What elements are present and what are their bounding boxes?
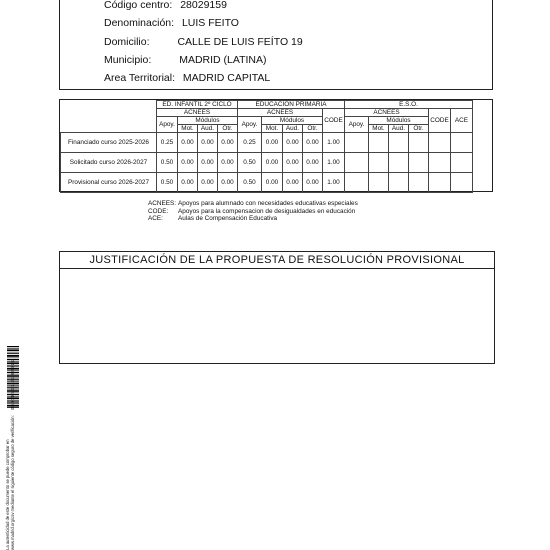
aud-header-infantil: Aud. — [198, 125, 218, 133]
table-cell: 0.00 — [283, 133, 303, 153]
support-resources-table — [60, 100, 473, 193]
table-cell — [345, 133, 369, 153]
table-cell: 1.00 — [323, 153, 345, 173]
table-cell: 0.50 — [157, 153, 178, 173]
table-cell: 0.00 — [178, 153, 198, 173]
modulos-header-primaria: Módulos — [262, 117, 323, 125]
table-cell: 0.00 — [218, 133, 238, 153]
justification-box — [59, 251, 495, 364]
table-cell: 0.00 — [262, 133, 283, 153]
verification-line-2-text: www.madrid.org/csv mediante el siguiente código seguro de verificación: — [9, 415, 15, 550]
mot-header-eso: Mot. — [369, 125, 389, 133]
group-header-infantil: ED. INFANTIL 2º CICLO — [157, 101, 238, 109]
abbreviations-legend — [148, 200, 358, 223]
table-cell: 0.00 — [283, 153, 303, 173]
verification-line-2 — [11, 350, 16, 550]
group-header-eso: E.S.O. — [345, 101, 473, 109]
table-cell — [345, 173, 369, 193]
ace-header-eso: ACE — [451, 109, 473, 133]
mot-header-infantil: Mot. — [178, 125, 198, 133]
aud-header-primaria: Aud. — [283, 125, 303, 133]
center-municipality-label: Municipio: — [104, 54, 152, 66]
table-cell: 0.00 — [198, 173, 218, 193]
table-cell: 0.50 — [238, 173, 262, 193]
center-code-value: 28029159 — [180, 0, 227, 11]
acnees-header-infantil: ACNEES — [157, 109, 238, 117]
row-label: Solicitado curso 2026-2027 — [61, 153, 157, 173]
table-header-modules-detail — [61, 125, 473, 133]
table-cell — [345, 153, 369, 173]
row-label: Provisional curso 2026-2027 — [61, 173, 157, 193]
apoy-header-primaria: Apoy. — [238, 117, 262, 133]
table-cell — [369, 173, 389, 193]
center-name-value: LUIS FEITO — [181, 17, 239, 29]
center-area-row — [104, 72, 270, 84]
table-cell: 0.00 — [283, 173, 303, 193]
center-address-value: CALLE DE LUIS FEÍTO 19 — [177, 36, 303, 48]
table-cell — [451, 153, 473, 173]
table-cell: 0.00 — [303, 173, 323, 193]
table-cell — [389, 173, 409, 193]
center-address-label: Domicilio: — [104, 36, 150, 48]
otr-header-infantil: Otr. — [218, 125, 238, 133]
mot-header-primaria: Mot. — [262, 125, 283, 133]
center-info-box — [59, 0, 493, 90]
center-code-row — [104, 0, 227, 11]
center-address-row — [104, 36, 303, 48]
acnees-header-eso: ACNEES — [345, 109, 429, 117]
table-cell: 0.50 — [238, 153, 262, 173]
table-cell — [409, 173, 429, 193]
apoy-header-infantil: Apoy. — [157, 117, 178, 133]
table-cell: 0.50 — [157, 173, 178, 193]
table-cell — [429, 153, 451, 173]
aud-header-eso: Aud. — [389, 125, 409, 133]
table-row-provisional — [61, 173, 473, 193]
legend-item-acnees — [148, 200, 358, 208]
table-cell: 0.00 — [198, 153, 218, 173]
legend-item-ace — [148, 215, 358, 223]
legend-text: Apoyos para alumnado con necesidades educativas especiales — [178, 200, 358, 207]
table-cell: 0.00 — [262, 173, 283, 193]
acnees-header-primaria: ACNEES — [238, 109, 323, 117]
table-cell — [409, 133, 429, 153]
row-label: Financiado curso 2025-2026 — [61, 133, 157, 153]
legend-text: Aulas de Compensación Educativa — [178, 215, 278, 222]
legend-text: Apoyos para la compensacion de desigualdades en educación — [178, 207, 356, 215]
table-cell — [451, 173, 473, 193]
table-cell — [369, 133, 389, 153]
table-cell: 1.00 — [323, 133, 345, 153]
table-cell: 0.00 — [178, 173, 198, 193]
table-cell: 0.25 — [157, 133, 178, 153]
table-cell — [389, 133, 409, 153]
table-header-groups — [61, 101, 473, 109]
otr-header-eso: Otr. — [409, 125, 429, 133]
apoy-header-eso: Apoy. — [345, 117, 369, 133]
verification-text — [6, 350, 15, 550]
code-header-primaria: CODE — [323, 109, 345, 133]
table-cell: 0.25 — [238, 133, 262, 153]
table-row-financiado — [61, 133, 473, 153]
table-cell — [451, 133, 473, 153]
table-header-modulos — [61, 117, 473, 125]
table-cell — [369, 153, 389, 173]
justification-title: JUSTIFICACIÓN DE LA PROPUESTA DE RESOLUCIÓN PROVISIONAL — [60, 252, 494, 269]
legend-key: ACNEES: — [148, 200, 177, 207]
table-cell: 0.00 — [303, 153, 323, 173]
center-area-value: MADRID CAPITAL — [182, 72, 271, 84]
table-cell — [429, 133, 451, 153]
table-cell: 0.00 — [303, 133, 323, 153]
table-cell: 1.00 — [323, 173, 345, 193]
table-cell — [409, 153, 429, 173]
center-municipality-value: MADRID (LATINA) — [179, 54, 267, 66]
table-cell: 0.00 — [262, 153, 283, 173]
legend-item-code — [148, 208, 358, 216]
modulos-header-eso: Módulos — [369, 117, 429, 125]
table-cell — [429, 173, 451, 193]
legend-key: ACE: — [148, 215, 163, 222]
table-cell: 0.00 — [198, 133, 218, 153]
center-code-label: Código centro: — [104, 0, 173, 11]
otr-header-primaria: Otr. — [303, 125, 323, 133]
center-name-label: Denominación: — [104, 17, 175, 29]
table-cell: 0.00 — [178, 133, 198, 153]
table-cell: 0.00 — [218, 173, 238, 193]
legend-key: CODE: — [148, 207, 169, 215]
center-municipality-row — [104, 54, 267, 66]
support-resources-box — [59, 99, 493, 192]
group-header-primaria: EDUCACIÓN PRIMARIA — [238, 101, 345, 109]
verification-line-1: La autenticidad de este documento se puede comprobar en — [5, 439, 10, 550]
center-area-label: Area Territorial: — [104, 72, 175, 84]
center-name-row — [104, 17, 239, 29]
table-header-acnees — [61, 109, 473, 117]
modulos-header-infantil: Módulos — [178, 117, 238, 125]
table-row-solicitado — [61, 153, 473, 173]
table-cell: 0.00 — [218, 153, 238, 173]
table-cell — [389, 153, 409, 173]
verification-code: 0949046503162330690163 — [9, 358, 15, 411]
code-header-eso: CODE — [429, 109, 451, 133]
